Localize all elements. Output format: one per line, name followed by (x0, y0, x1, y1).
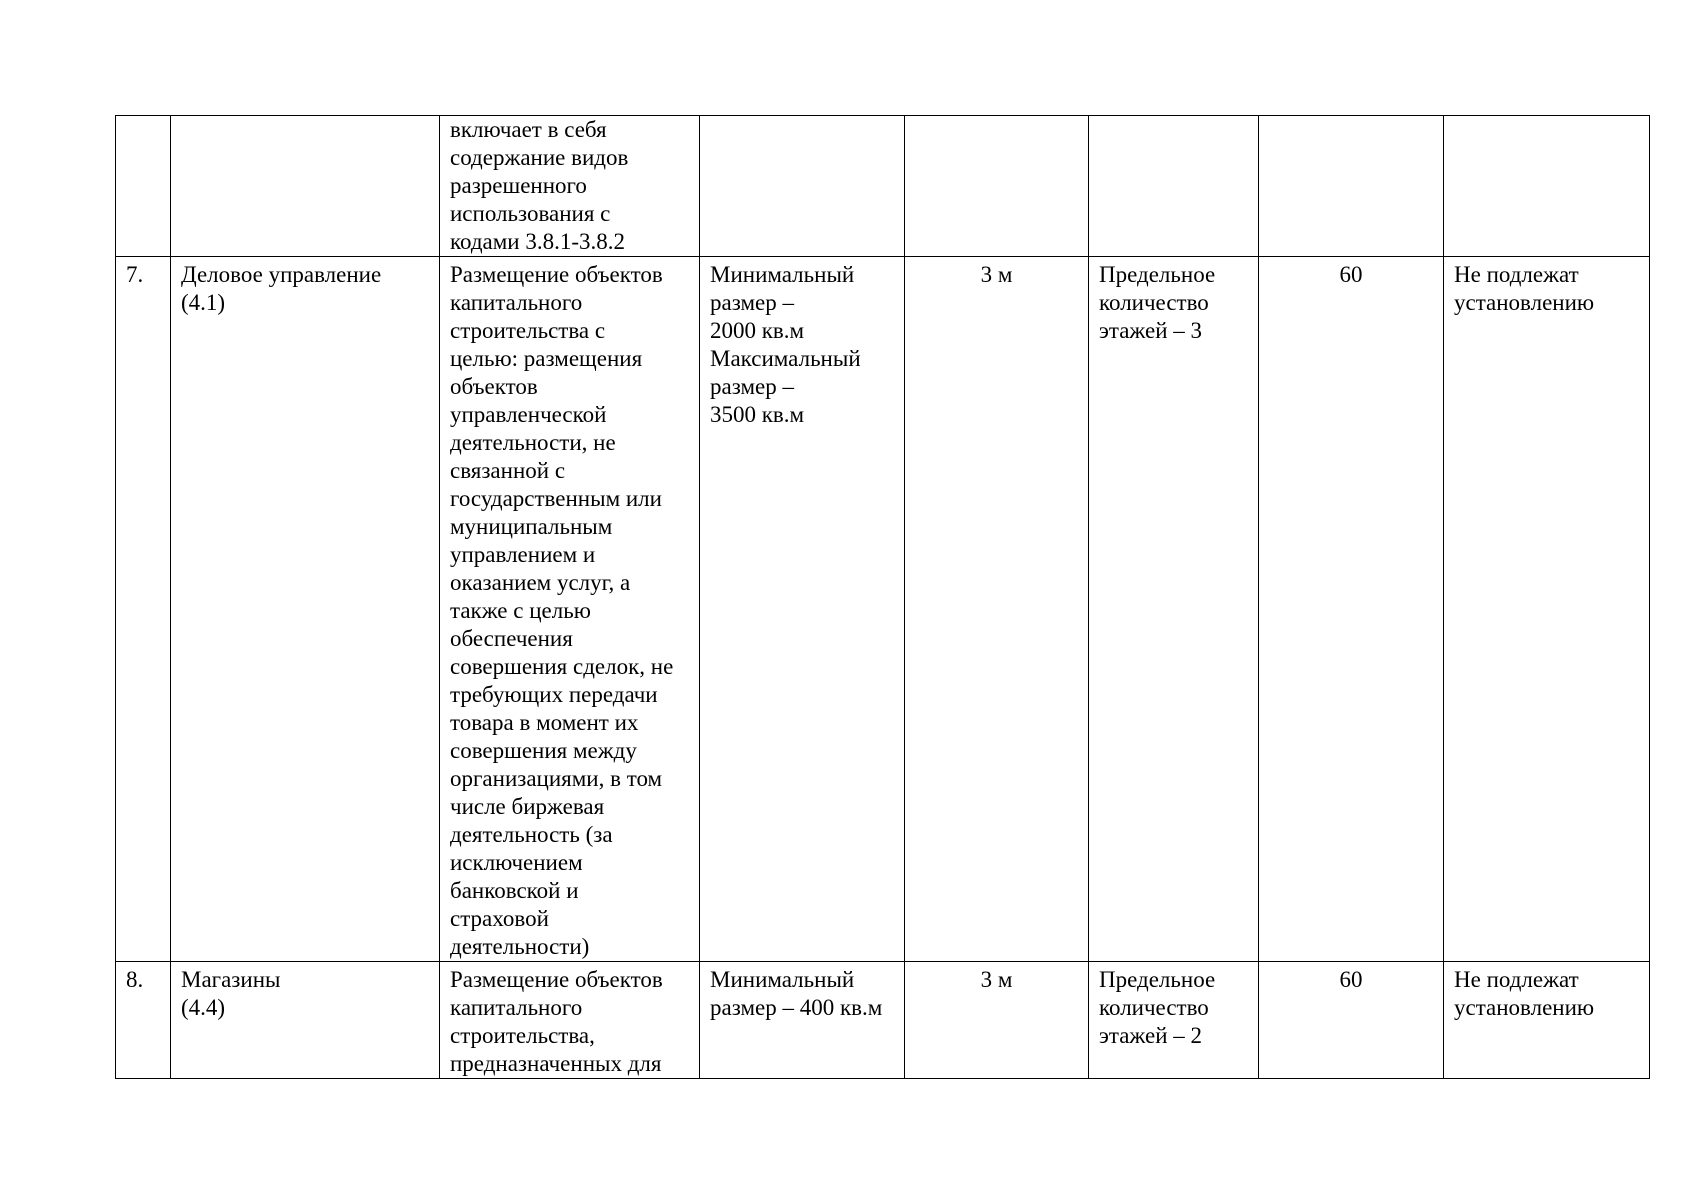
setback-cell: 3 м (905, 257, 1089, 962)
floors-limit-cell (1089, 116, 1259, 257)
coverage-percent-cell: 60 (1259, 962, 1444, 1079)
use-type-cell: Магазины (4.4) (171, 962, 440, 1079)
regulations-table (115, 115, 1650, 1079)
other-params-cell: Не подлежат установлению (1444, 257, 1650, 962)
coverage-percent-cell (1259, 116, 1444, 257)
plot-size-cell (700, 116, 905, 257)
row-number-cell: 7. (116, 257, 171, 962)
use-description-cell: Размещение объектов капитального строительства с целью: размещения объектов управленческой деятельности, не связанной с государственным или муниципальным управлением и оказанием услуг, а также с целью обеспечения совершения сделок, не требующих передачи товара в момент их совершения между организациями, в том числе биржевая деятельность (за исключением банковской и страховой деятельности) (440, 257, 700, 962)
table-row (116, 257, 1650, 962)
use-description-cell: Размещение объектов капитального строительства, предназначенных для (440, 962, 700, 1079)
setback-cell (905, 116, 1089, 257)
plot-size-cell: Минимальный размер – 400 кв.м (700, 962, 905, 1079)
setback-cell: 3 м (905, 962, 1089, 1079)
table-row (116, 116, 1650, 257)
floors-limit-cell: Предельное количество этажей – 2 (1089, 962, 1259, 1079)
use-type-cell: Деловое управление (4.1) (171, 257, 440, 962)
use-description-cell: включает в себя содержание видов разрешенного использования с кодами 3.8.1-3.8.2 (440, 116, 700, 257)
use-type-cell (171, 116, 440, 257)
row-number-cell (116, 116, 171, 257)
other-params-cell: Не подлежат установлению (1444, 962, 1650, 1079)
plot-size-cell: Минимальный размер – 2000 кв.м Максимальный размер – 3500 кв.м (700, 257, 905, 962)
other-params-cell (1444, 116, 1650, 257)
floors-limit-cell: Предельное количество этажей – 3 (1089, 257, 1259, 962)
row-number-cell: 8. (116, 962, 171, 1079)
coverage-percent-cell: 60 (1259, 257, 1444, 962)
table-row (116, 962, 1650, 1079)
